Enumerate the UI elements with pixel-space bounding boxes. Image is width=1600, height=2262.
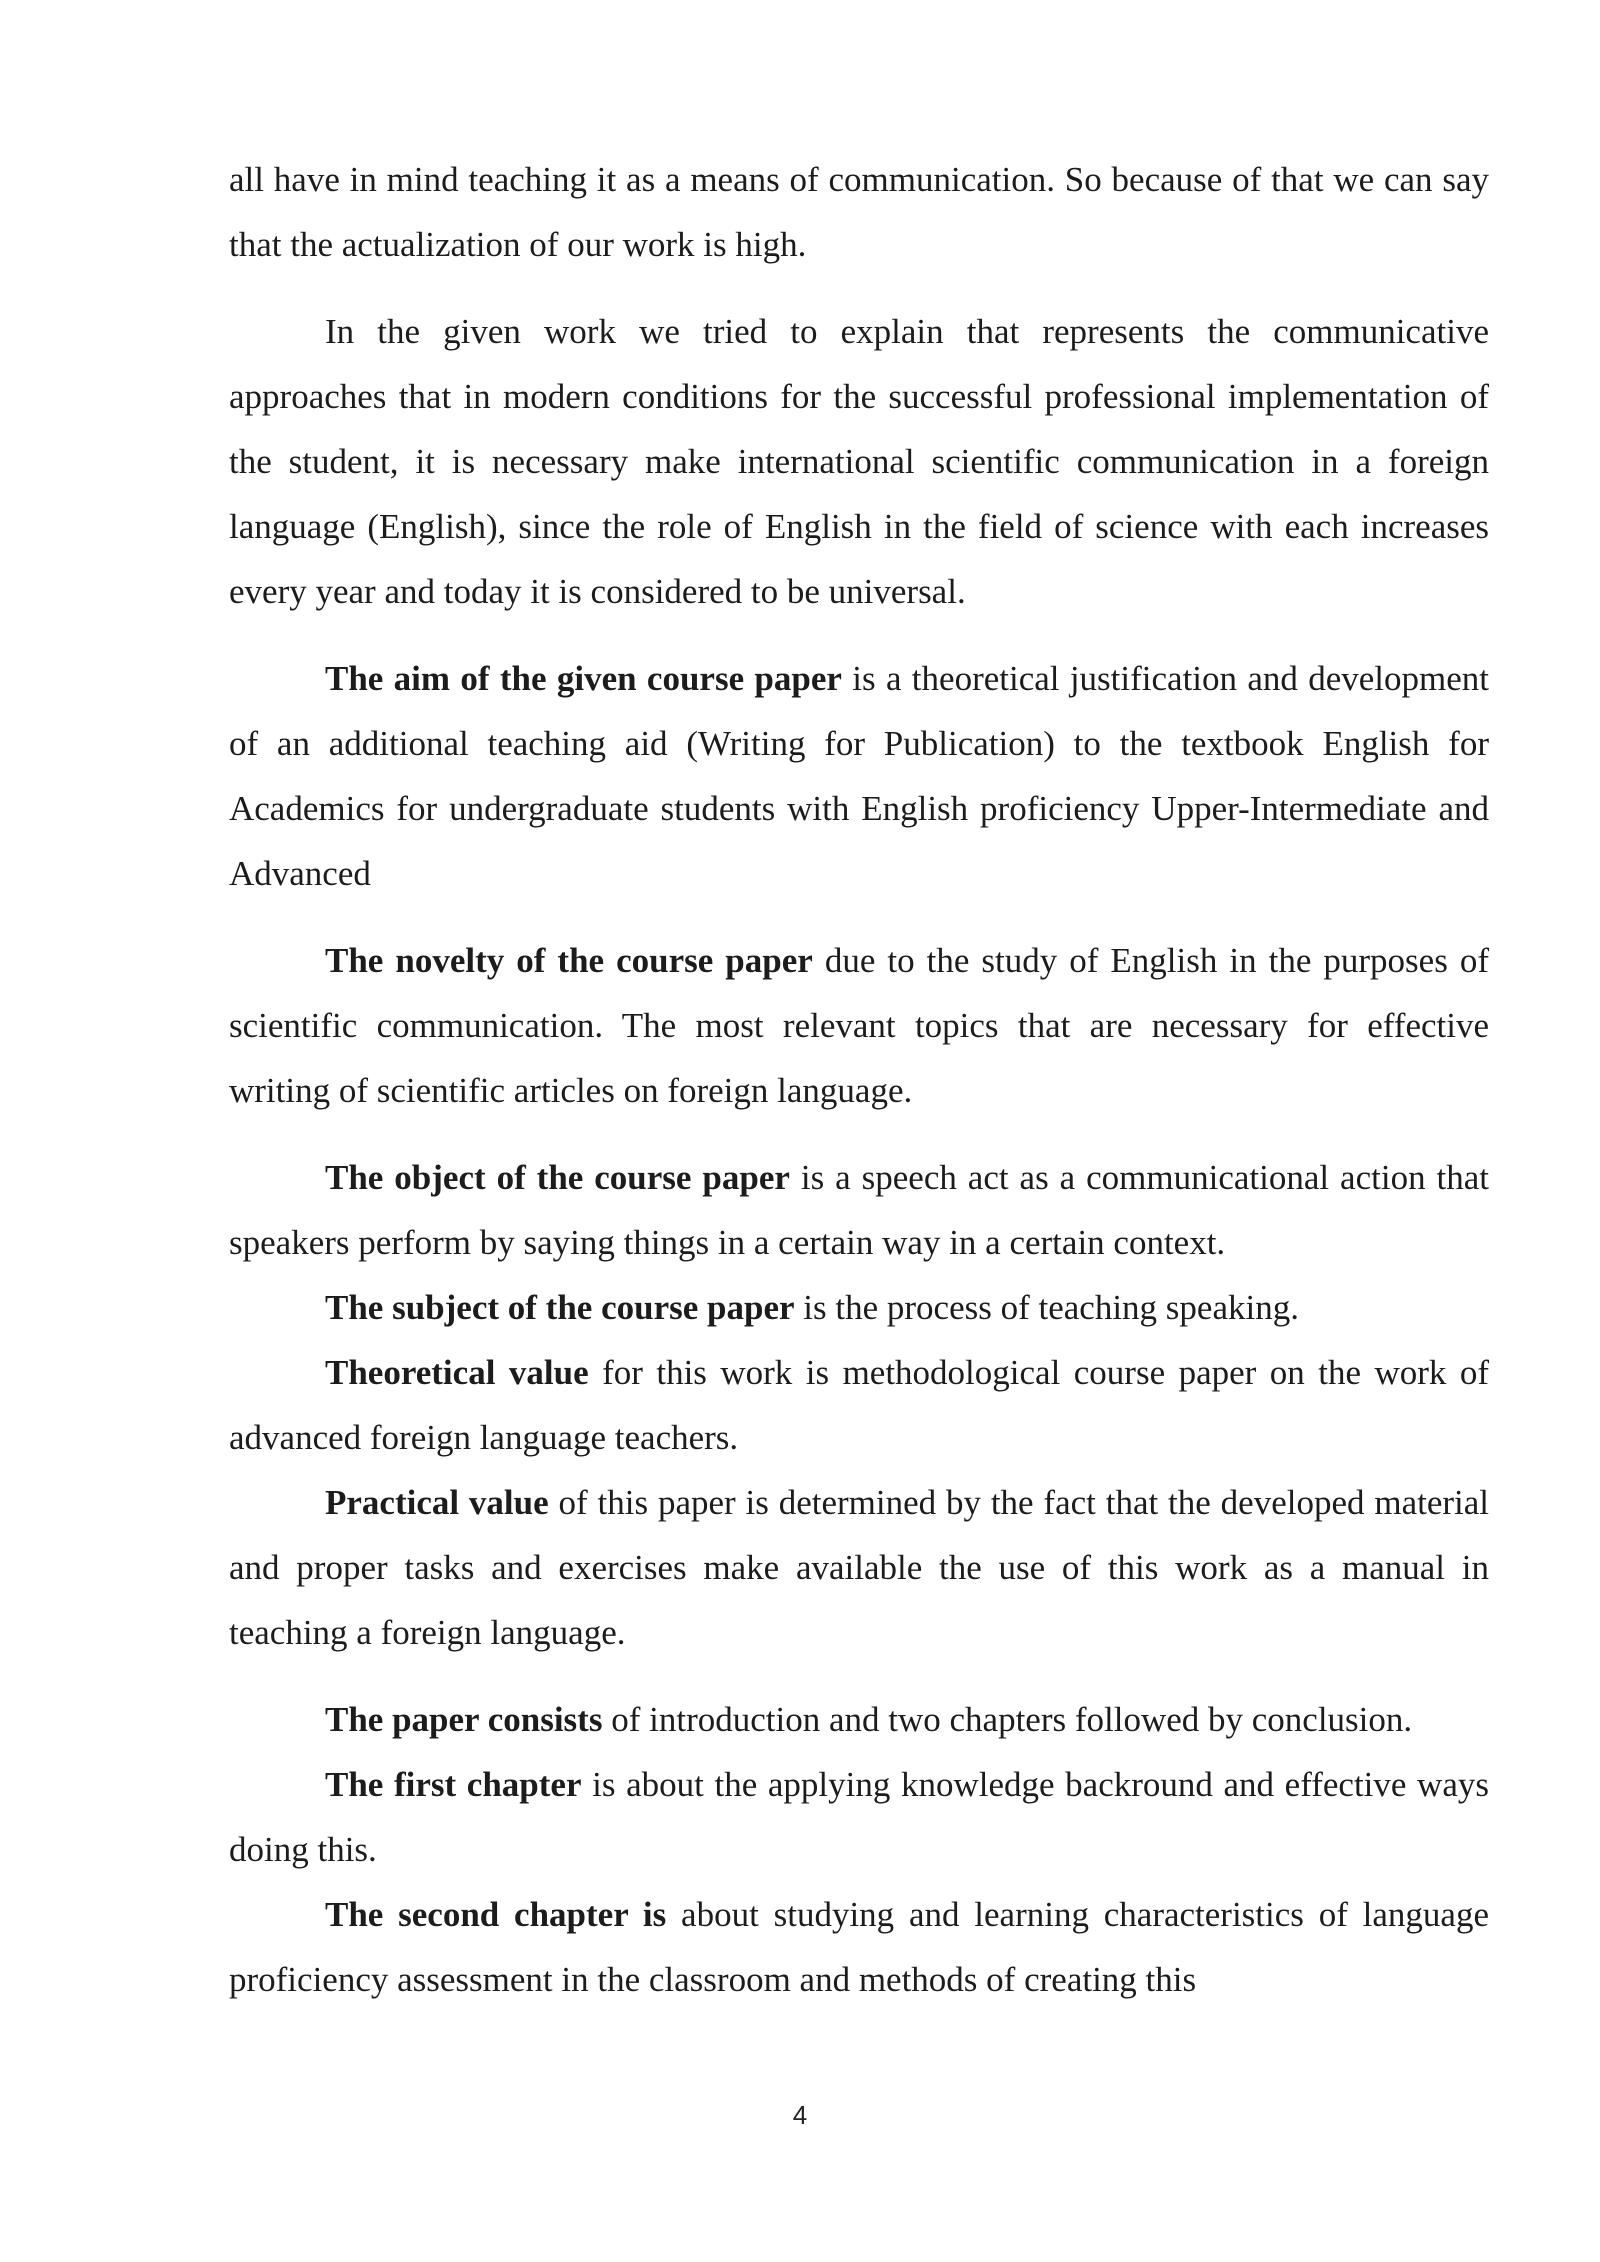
page-number: 4 [792,2100,808,2130]
paragraph-subject [229,1275,1489,1340]
paragraph-label: The object of the course paper [325,1158,790,1197]
paragraph-text: In the given work we tried to explain that represents the communicative approaches that in modern conditions for the successful professional implementation of the student, it is necessary make international scientific communication in a foreign language (English), since the role of English in the field of science with each increases every year and today it is considered to be universal. [229,312,1489,611]
paragraph-second-chapter [229,1882,1489,2012]
paragraph-theoretical-value [229,1340,1489,1470]
paragraph-first-chapter [229,1752,1489,1882]
paragraph-label: The novelty of the course paper [325,941,813,980]
body-text [229,147,1489,2012]
paragraph-text: due to the study of English in the purposes of scientific communication. The most relevant topics that are necessary for effective writing of scientific articles on foreign language. [229,941,1489,1110]
paragraph-label: The aim of the given course paper [325,659,842,698]
paragraph-text: is a speech act as a communicational action that speakers perform by saying things in a certain way in a certain context. [229,1158,1489,1262]
paragraph-object [229,1145,1489,1275]
paragraph-novelty [229,928,1489,1123]
paragraph-label: Practical value [325,1483,549,1522]
paragraph-text: for this work is methodological course paper on the work of advanced foreign language teachers. [229,1353,1489,1457]
paragraph-aim [229,646,1489,906]
paragraph-continuation [229,147,1489,277]
paragraph-structure [229,1687,1489,1752]
paragraph-label: The paper consists [325,1700,603,1739]
paragraph-text: is the process of teaching speaking. [794,1288,1299,1327]
paragraph-text: is about the applying knowledge backround and effective ways doing this. [229,1765,1489,1869]
paragraph-work-explanation [229,299,1489,624]
paragraph-label: The first chapter [325,1765,582,1804]
paragraph-label: The subject of the course paper [325,1288,795,1327]
paragraph-text: about studying and learning characteristics of language proficiency assessment in the classroom and methods of creating this [229,1895,1489,1999]
paragraph-text: of introduction and two chapters followed by conclusion. [602,1700,1413,1739]
paragraph-practical-value [229,1470,1489,1665]
paragraph-label: Theoretical value [325,1353,589,1392]
paragraph-text: is a theoretical justification and development of an additional teaching aid (Writing for Publication) to the textbook English for Academics for undergraduate students with English proficiency Upper-Intermediate and Advanced [229,659,1489,893]
paragraph-text: of this paper is determined by the fact that the developed material and proper tasks and exercises make available the use of this work as a manual in teaching a foreign language. [229,1483,1489,1652]
paragraph-label: The second chapter is [325,1895,667,1934]
paragraph-text: all have in mind teaching it as a means of communication. So because of that we can say that the actualization of our work is high. [229,160,1489,264]
